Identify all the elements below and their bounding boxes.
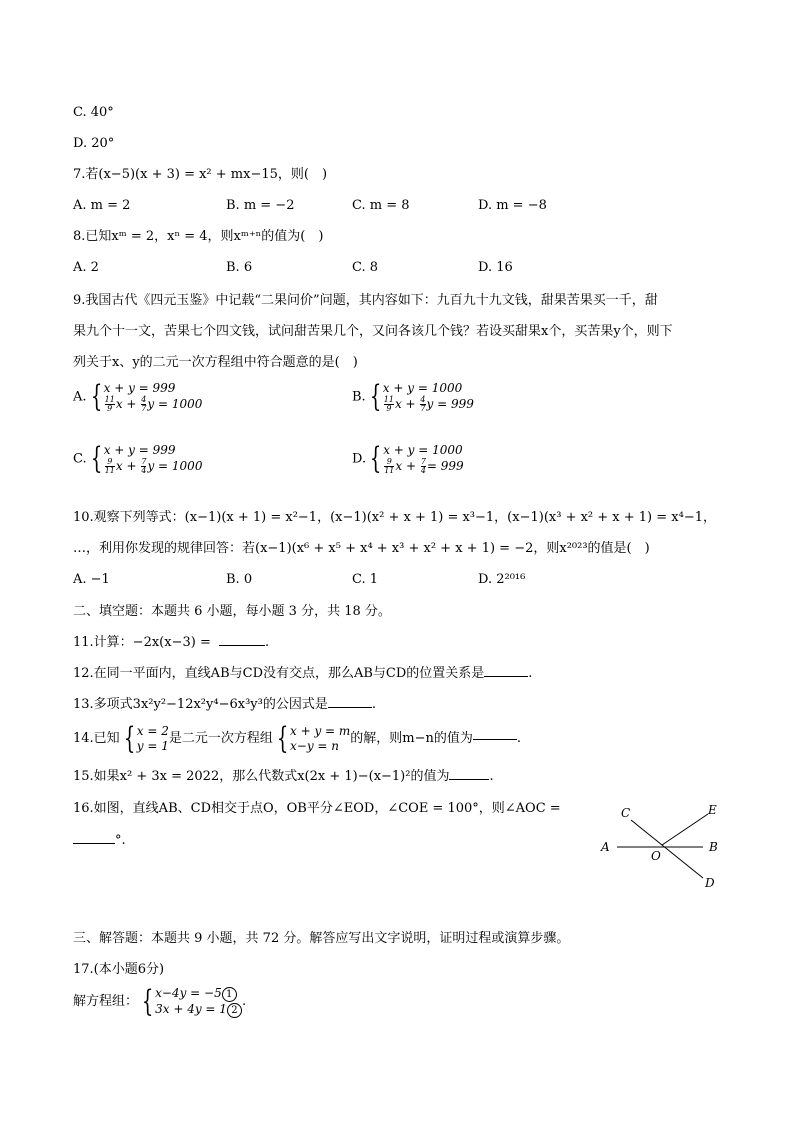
q16-line-2 [73, 832, 126, 850]
equation-2: y = 999 [426, 397, 474, 411]
brace-icon: { [141, 984, 154, 1019]
q9-option-c [73, 443, 202, 475]
option-label: C. [73, 451, 87, 467]
q7-option-b: B. m = −2 [226, 198, 295, 213]
equation-2: y = 1000 [147, 397, 203, 411]
q12 [73, 665, 532, 683]
q8-option-b: B. 6 [226, 260, 253, 275]
punctuation: . [264, 635, 270, 650]
punctuation: . [516, 731, 522, 746]
punctuation: °. [115, 833, 126, 848]
equation-1: x + y = 1000 [383, 443, 463, 457]
q13-text: 13.多项式3x²y²−12x²y⁴−6x³y³的公因式是 [73, 697, 328, 712]
q9-option-d [352, 443, 464, 475]
q10-option-b: B. 0 [226, 572, 253, 587]
q14-prefix: 14.已知 [73, 731, 120, 746]
brace-icon: { [276, 721, 289, 756]
equation-1: x + y = 1000 [382, 381, 463, 395]
answer-blank[interactable] [449, 779, 489, 780]
answer-blank[interactable] [73, 843, 115, 844]
q10-line-2: …，利用你发现的规律回答：若(x−1)(x⁶ + x⁵ + x⁴ + x³ + x² + x + 1) = −2，则x²⁰²³的值是( ) [73, 541, 650, 556]
option-label: D. [352, 451, 367, 467]
q7-option-c: C. m = 8 [352, 198, 410, 213]
punctuation: . [489, 769, 494, 784]
answer-blank[interactable] [484, 676, 528, 677]
q9-option-a [73, 381, 202, 413]
section-2-heading: 二、填空题：本题共 6 小题，每小题 3 分，共 18 分。 [73, 604, 391, 619]
given-solution: x = 2 y = 1 [136, 724, 169, 753]
q14-middle: 是二元一次方程组 [168, 731, 273, 746]
fraction: $\frac{4}{7}$ [141, 395, 147, 413]
q14 [73, 721, 522, 756]
q7-option-d: D. m = −8 [478, 198, 547, 213]
q6-option-d: D. 20° [73, 136, 115, 151]
circled-one-icon: 1 [222, 987, 237, 1002]
equation-2: y = 1000 [147, 459, 203, 473]
q14-suffix: 的解，则m−n的值为 [350, 731, 473, 746]
q10-option-a: A. −1 [73, 572, 110, 587]
label-e: E [708, 803, 717, 817]
answer-blank[interactable] [219, 645, 265, 646]
q10-option-d: D. 2²⁰¹⁶ [478, 572, 526, 587]
equation-system: x + y = 999 $\frac{9}{11}$ x + $\frac{7}{4}$ y = 1000 [103, 443, 203, 475]
brace-icon: { [90, 441, 102, 476]
fraction: $\frac{11}{9}$ [104, 395, 115, 413]
label-d: D [705, 876, 715, 890]
q8-option-a: A. 2 [73, 260, 99, 275]
line-cd [631, 820, 703, 878]
equation-system: x + y = m x−y = n [290, 724, 351, 753]
q15-text: 15.如果x² + 3x = 2022，那么代数式x(2x + 1)−(x−1)²的值为 [73, 769, 450, 784]
punctuation: . [371, 697, 376, 712]
q9-line-3: 列关于x、y的二元一次方程组中符合题意的是( ) [73, 355, 358, 370]
circled-two-icon: 2 [227, 1003, 242, 1018]
ray-oe [662, 814, 708, 845]
fraction: $\frac{9}{11}$ [104, 457, 115, 475]
punctuation: . [528, 666, 533, 681]
brace-icon: { [369, 379, 381, 414]
q13 [73, 696, 376, 714]
q15 [73, 768, 494, 786]
q7-stem: 7.若(x−5)(x + 3) = x² + mx−15，则( ) [73, 167, 328, 182]
q9-line-2: 果九个十一文，苦果七个四文钱，试问甜苦果几个，又问各该几个钱？若设买甜果x个，买苦果y个，则下 [73, 324, 673, 339]
q8-option-c: C. 8 [352, 260, 379, 275]
equation-system [155, 986, 242, 1018]
label-c: C [621, 806, 631, 820]
equation-1: x−4y = −5 [155, 986, 222, 1000]
q10-line-1: 10.观察下列等式：(x−1)(x + 1) = x²−1，(x−1)(x² + x + 1) = x³−1，(x−1)(x³ + x² + x + 1) = x⁴−1， [73, 510, 716, 525]
q7-option-a: A. m = 2 [73, 198, 131, 213]
label-o: O [651, 849, 661, 863]
equation-1: x + y = 999 [103, 443, 176, 457]
q10-option-c: C. 1 [352, 572, 379, 587]
equation-1: x + y = 999 [103, 381, 176, 395]
q8-stem: 8.已知xᵐ = 2，xⁿ = 4，则xᵐ⁺ⁿ的值为( ) [73, 229, 324, 244]
q9-option-b [352, 381, 474, 413]
answer-blank[interactable] [473, 739, 517, 740]
option-label: B. [352, 389, 366, 405]
q8-option-d: D. 16 [478, 260, 513, 275]
q17-prefix: 解方程组： [73, 994, 139, 1009]
q17 [73, 986, 246, 1018]
q11-text: 11.计算：−2x(x−3) = [73, 635, 211, 650]
geometry-figure [595, 798, 725, 893]
brace-icon: { [123, 721, 135, 756]
q11 [73, 634, 269, 652]
fraction: $\frac{9}{11}$ [384, 457, 395, 475]
equation-system: x + y = 999 $\frac{11}{9}$ x + $\frac{4}{7}$ y = 1000 [103, 381, 203, 413]
label-b: B [709, 840, 718, 854]
q12-text: 12.在同一平面内，直线AB与CD没有交点，那么AB与CD的位置关系是 [73, 666, 485, 681]
option-label: A. [73, 389, 87, 405]
equation-system: x + y = 1000 $\frac{11}{9}$ x + $\frac{4}{7}$ y = 999 [382, 381, 474, 413]
equation-2: 3x + 4y = 1 [155, 1002, 227, 1016]
q9-line-1: 9.我国古代《四元玉鉴》中记载“二果问价”问题，其内容如下：九百九十九文钱，甜果苦果买一千，甜 [73, 293, 658, 308]
equation-2: = 999 [426, 459, 464, 473]
q17-title: 17.(本小题6分) [73, 962, 165, 977]
brace-icon: { [369, 441, 382, 476]
brace-icon: { [90, 379, 102, 414]
fraction: $\frac{7}{4}$ [420, 457, 426, 475]
q6-option-c: C. 40° [73, 105, 114, 120]
section-3-heading: 三、解答题：本题共 9 小题，共 72 分。解答应写出文字说明，证明过程或演算步骤。 [73, 931, 570, 946]
fraction: $\frac{4}{7}$ [420, 395, 426, 413]
fraction: $\frac{7}{4}$ [141, 457, 147, 475]
punctuation: . [241, 994, 247, 1009]
equation-system: x + y = 1000 $\frac{9}{11}$ x + $\frac{7}{4}$ = 999 [383, 443, 464, 475]
fraction: $\frac{11}{9}$ [383, 395, 394, 413]
q16-line-1: 16.如图，直线AB、CD相交于点O，OB平分∠EOD，∠COE = 100°，则∠AOC = [73, 801, 561, 816]
label-a: A [601, 840, 610, 854]
answer-blank[interactable] [328, 707, 372, 708]
